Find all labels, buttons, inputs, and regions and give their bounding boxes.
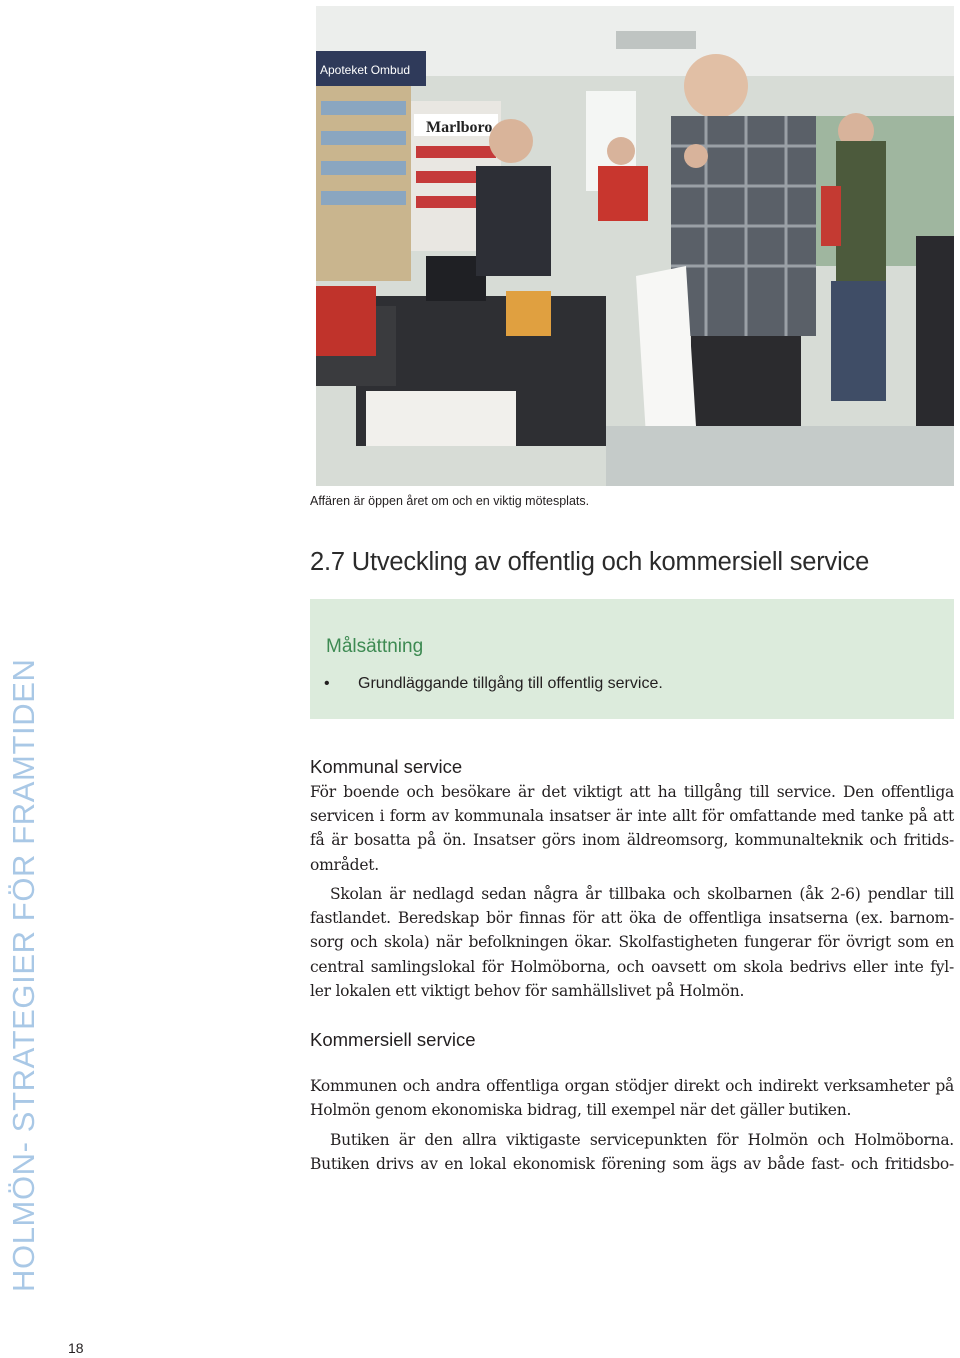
page-number: 18 (68, 1340, 84, 1356)
bullet-icon: • (324, 675, 330, 692)
kommunal-paragraph-2 (310, 882, 954, 1003)
text-line: få är bosatta på ön. Insatser görs inom äldreomsorg, kommunalteknik och fritids- (310, 831, 954, 850)
text-line: Butiken drivs av en lokal ekonomisk förening som ägs av både fast- och fritidsbo- (310, 1155, 954, 1174)
text-line: fastlandet. Beredskap bör finnas för att öka de offentliga insatserna (ex. barnom- (310, 909, 954, 928)
text-line: servicen i form av kommunala insatser är inte allt för omfattande med tanke på att (310, 807, 954, 826)
heading-kommersiell-service: Kommersiell service (310, 1029, 476, 1050)
svg-text:Marlboro: Marlboro (426, 119, 493, 136)
text-line: För boende och besökare är det viktigt att ha tillgång till service. Den offentliga (310, 783, 954, 801)
text-line: ler lokalen ett viktigt behov för samhällslivet på Holmön. (310, 981, 745, 1000)
goal-bullet-item (324, 675, 663, 693)
goal-title: Målsättning (326, 636, 424, 657)
text-line: central samlingslokal för Holmöborna, och oavsett om skola bedrivs eller inte fyl- (310, 957, 954, 976)
photo-caption: Affären är öppen året om och en viktig mötesplats. (310, 494, 590, 508)
section-title: 2.7 Utveckling av offentlig och kommersiell service (310, 548, 870, 576)
text-line: området. (310, 855, 379, 874)
text-line: sorg och skola) när befolkningen ökar. Skolfastigheten fungerar för övrigt som en (310, 933, 954, 952)
kommersiell-paragraph-2 (310, 1128, 954, 1176)
goal-box (310, 599, 954, 719)
kommersiell-paragraph-1 (310, 1074, 954, 1122)
text-line: Kommunen och andra offentliga organ stödjer direkt och indirekt verksamheter på (310, 1077, 954, 1095)
text-line: Skolan är nedlagd sedan några år tillbaka och skolbarnen (åk 2-6) pendlar till (330, 885, 954, 903)
store-photo (316, 6, 954, 486)
heading-kommunal-service: Kommunal service (310, 756, 463, 777)
svg-text:Apoteket Ombud: Apoteket Ombud (320, 63, 411, 77)
text-line: Butiken är den allra viktigaste servicepunkten för Holmön och Holmöborna. (330, 1131, 954, 1149)
sidebar-running-title: HOLMÖN- STRATEGIER FÖR FRAMTIDEN (6, 658, 41, 1292)
text-line: Holmön genom ekonomiska bidrag, till exempel när det gäller butiken. (310, 1101, 852, 1120)
goal-item-text: Grundläggande tillgång till offentlig service. (358, 675, 663, 692)
kommunal-paragraph-1 (310, 780, 954, 877)
